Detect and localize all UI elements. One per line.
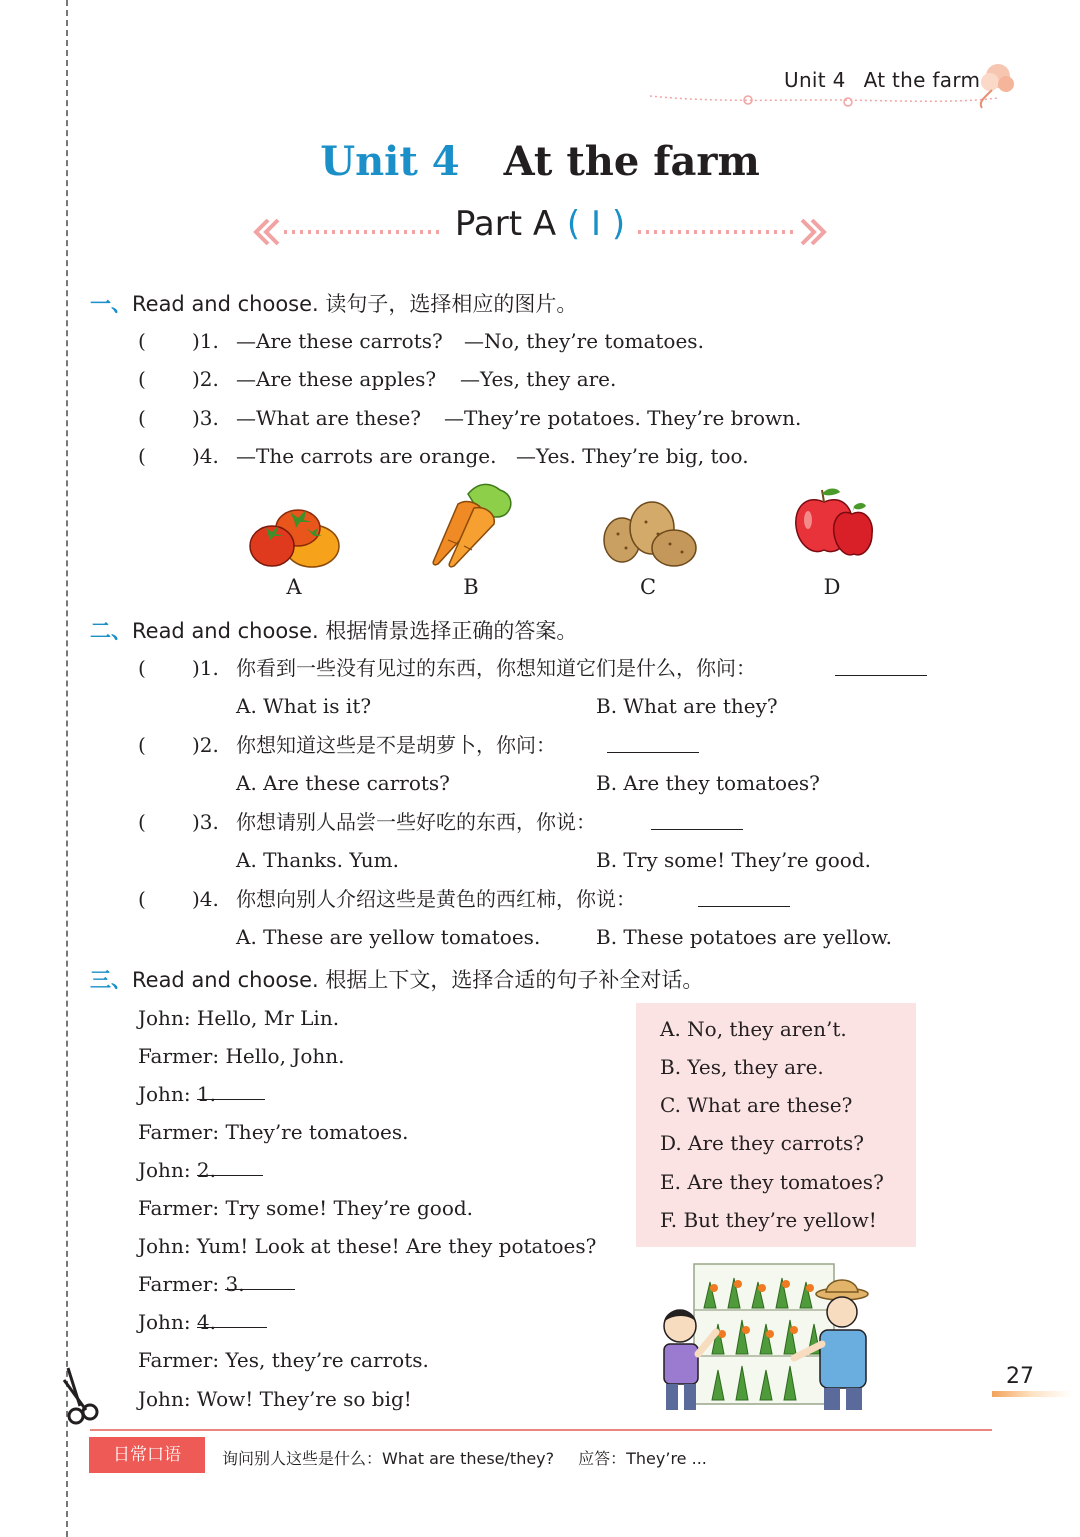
dialogue-blank[interactable] [196, 1081, 265, 1106]
dialogue-line [138, 1043, 344, 1069]
option-item: F. But they’re yellow! [660, 1208, 877, 1232]
speaker: Farmer: [138, 1120, 220, 1144]
running-head-unit: Unit 4 [784, 68, 846, 92]
part-title [0, 204, 1080, 244]
answer-paren: ( [138, 656, 146, 680]
picture-label-d: D [823, 575, 841, 599]
blank-number: 2. [196, 1158, 217, 1182]
option-a: A. Are these carrots? [236, 771, 450, 795]
question-text: —Are these apples? [236, 367, 437, 391]
option-b: B. What are they? [596, 694, 778, 718]
footer-divider [90, 1429, 992, 1431]
question-number: )2. [192, 367, 219, 391]
unit-label: Unit 4 [320, 138, 460, 185]
dialogue-line [138, 1081, 265, 1107]
footer-tip [222, 1446, 707, 1469]
speaker: Farmer: [138, 1348, 220, 1372]
page-number-bar [992, 1391, 1072, 1397]
section2-title: Read and choose. 根据情景选择正确的答案。 [132, 619, 578, 643]
picture-label-c: C [639, 575, 657, 599]
section3-heading [90, 964, 703, 994]
page-title [0, 138, 1080, 185]
picture-label-b: B [463, 575, 479, 599]
answer-text: —Yes. They’re big, too. [516, 444, 749, 468]
question-number: )4. [192, 444, 219, 468]
dialogue-line [138, 1347, 429, 1373]
option-a: A. Thanks. Yum. [236, 848, 399, 872]
answer-blank[interactable] [698, 888, 790, 907]
dialogue-line [138, 1005, 339, 1031]
footer-ask: 询问别人这些是什么：What are these/they? [222, 1449, 555, 1468]
line-text: Hello, Mr Lin. [196, 1006, 340, 1030]
question-number: )4. [192, 887, 219, 911]
question-number: )1. [192, 656, 219, 680]
option-a: A. These are yellow tomatoes. [236, 925, 541, 949]
line-text: Wow! They’re so big! [196, 1387, 412, 1411]
answer-blank[interactable] [651, 811, 743, 830]
line-text: Try some! They’re good. [225, 1196, 474, 1220]
speaker: John: [138, 1387, 191, 1411]
answer-paren: ( [138, 733, 146, 757]
footer-answer: 应答：They’re ... [578, 1449, 707, 1468]
option-b: B. Try some! They’re good. [596, 848, 871, 872]
dialogue-blank[interactable] [196, 1309, 267, 1334]
section3-number: 三、 [90, 968, 132, 992]
dialogue-line [138, 1386, 412, 1412]
question-text: —What are these? [236, 406, 422, 430]
blank-number: 1. [196, 1082, 217, 1106]
dialogue-line [138, 1271, 295, 1297]
answer-paren: ( [138, 444, 146, 468]
line-text: Hello, John. [225, 1044, 345, 1068]
part-label: Part A [454, 204, 557, 244]
speaker: John: [138, 1006, 191, 1030]
question-text: 你想请别人品尝一些好吃的东西，你说： [236, 810, 596, 834]
question-number: )3. [192, 406, 219, 430]
farm-illustration [654, 1258, 880, 1414]
option-item: B. Yes, they are. [660, 1055, 824, 1079]
answer-blank[interactable] [607, 734, 699, 753]
carrots-icon [428, 480, 518, 570]
picture-label-a: A [286, 575, 302, 599]
dialogue-blank[interactable] [196, 1157, 263, 1182]
question-text: 你想知道这些是不是胡萝卜，你问： [236, 733, 556, 757]
answer-text: —No, they’re tomatoes. [464, 329, 704, 353]
page-number: 27 [1006, 1364, 1034, 1389]
speaker: Farmer: [138, 1272, 220, 1296]
section3-title: Read and choose. 根据上下文，选择合适的句子补全对话。 [132, 968, 704, 992]
answer-paren: ( [138, 329, 146, 353]
apples-icon [792, 486, 876, 562]
option-b: B. Are they tomatoes? [596, 771, 820, 795]
option-a: A. What is it? [236, 694, 372, 718]
answer-paren: ( [138, 367, 146, 391]
answer-text: —Yes, they are. [460, 367, 617, 391]
answer-text: —They’re potatoes. They’re brown. [444, 406, 802, 430]
question-number: )3. [192, 810, 219, 834]
unit-name: At the farm [503, 138, 760, 185]
answer-paren: ( [138, 406, 146, 430]
speaker: John: [138, 1310, 191, 1334]
speaker: Farmer: [138, 1196, 220, 1220]
speaker: John: [138, 1158, 191, 1182]
flower-decoration-icon [648, 60, 1020, 112]
question-text: —The carrots are orange. [236, 444, 497, 468]
dialogue-line [138, 1309, 267, 1335]
dialogue-line [138, 1119, 408, 1145]
running-head-title: At the farm [863, 68, 981, 92]
scissors-icon [60, 1366, 100, 1428]
answer-paren: ( [138, 810, 146, 834]
potatoes-icon [600, 498, 700, 570]
option-item: D. Are they carrots? [660, 1131, 864, 1155]
option-b: B. These potatoes are yellow. [596, 925, 893, 949]
dialogue-line [138, 1195, 473, 1221]
speaker: John: [138, 1082, 191, 1106]
answer-paren: ( [138, 887, 146, 911]
footer-badge: 日常口语 [89, 1437, 205, 1473]
line-text: Yes, they’re carrots. [225, 1348, 429, 1372]
question-number: )2. [192, 733, 219, 757]
section1-heading [90, 288, 577, 318]
line-text: They’re tomatoes. [225, 1120, 409, 1144]
question-text: 你看到一些没有见过的东西，你想知道它们是什么，你问： [236, 656, 756, 680]
dialogue-line [138, 1157, 263, 1183]
answer-blank[interactable] [835, 657, 927, 676]
section2-number: 二、 [90, 619, 132, 643]
part-roman: ( Ⅰ ) [566, 204, 626, 244]
dialogue-line [138, 1233, 596, 1259]
option-item: E. Are they tomatoes? [660, 1170, 884, 1194]
question-text: 你想向别人介绍这些是黄色的西红柿，你说： [236, 887, 636, 911]
question-number: )1. [192, 329, 219, 353]
section1-number: 一、 [90, 292, 132, 316]
blank-number: 4. [196, 1310, 217, 1334]
section1-title: Read and choose. 读句子，选择相应的图片。 [132, 292, 578, 316]
speaker: Farmer: [138, 1044, 220, 1068]
option-item: A. No, they aren’t. [660, 1017, 847, 1041]
tomatoes-icon [248, 502, 342, 570]
speaker: John: [138, 1234, 191, 1258]
blank-number: 3. [225, 1272, 245, 1296]
line-text: Yum! Look at these! Are they potatoes? [196, 1234, 597, 1258]
option-item: C. What are these? [660, 1093, 853, 1117]
dialogue-blank[interactable] [225, 1271, 295, 1296]
section2-heading [90, 615, 577, 645]
question-text: —Are these carrots? [236, 329, 443, 353]
